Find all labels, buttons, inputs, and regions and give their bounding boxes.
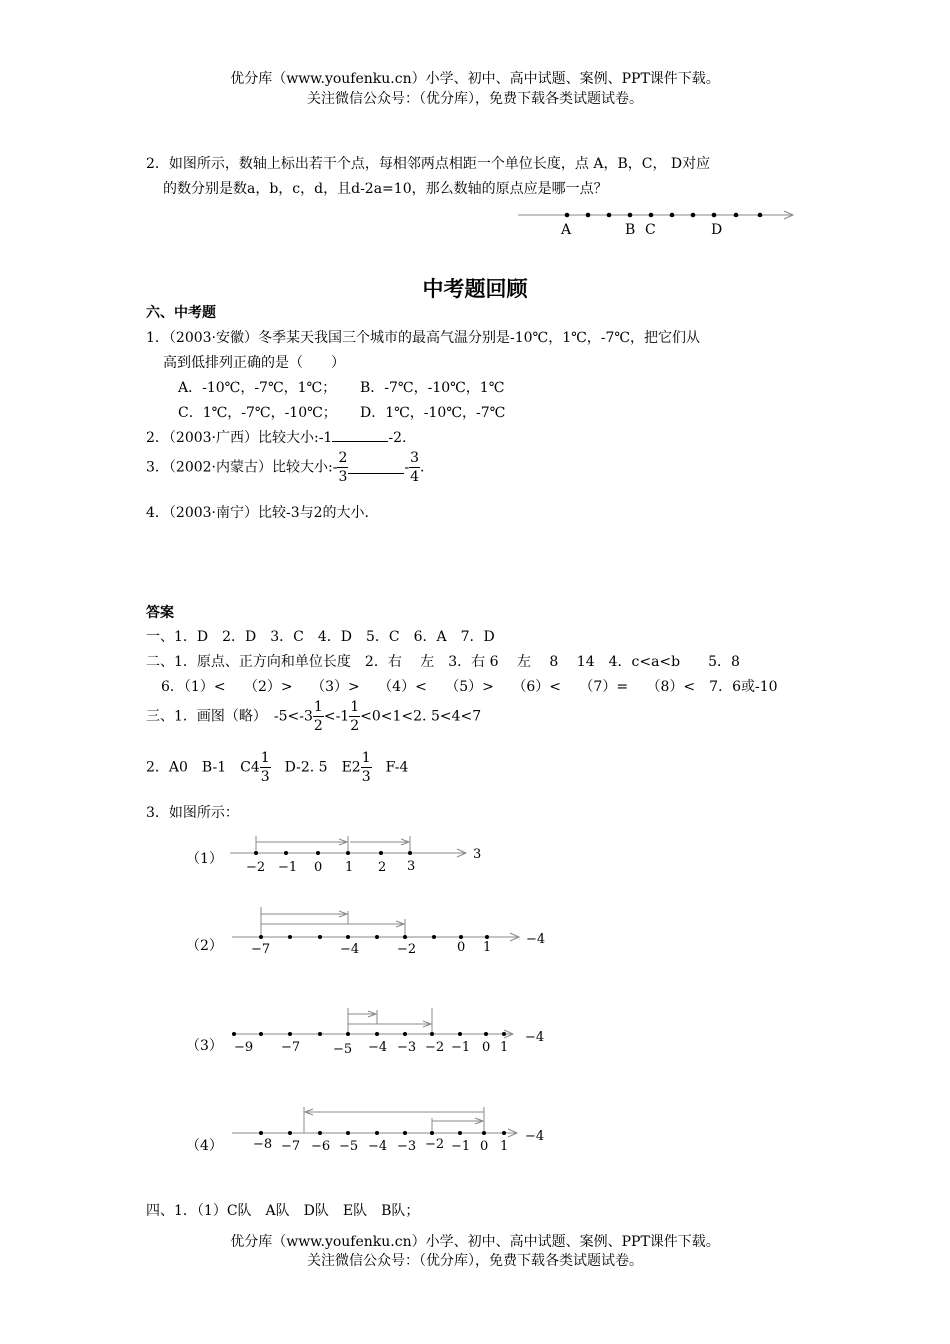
q1-line-1: 1．（2003·安徽）冬季某天我国三个城市的最高气温分别是-10℃，1℃，-7℃，把它们从 bbox=[146, 330, 701, 346]
q3-mid: - bbox=[404, 459, 410, 476]
svg-text:−3: −3 bbox=[397, 1139, 417, 1154]
svg-text:−4: −4 bbox=[526, 932, 546, 947]
svg-text:（2）: （2） bbox=[186, 938, 223, 954]
answer-fraction-2: $\frac{1}{2}$ bbox=[350, 699, 360, 734]
svg-text:−4: −4 bbox=[368, 1040, 388, 1055]
svg-text:−2: −2 bbox=[425, 1040, 445, 1055]
svg-text:−8: −8 bbox=[253, 1137, 273, 1152]
point-label-d: D bbox=[711, 222, 723, 238]
answers-line-4: 三、1．画图（略） -5<-3 $\frac{1}{2}$ <-1 $\frac{1}{2}$ <0<1<2. 5<4<7 bbox=[146, 699, 482, 734]
footer-line-2: 关注微信公众号：（优分库），免费下载各类试题试卷。 bbox=[307, 1253, 643, 1269]
svg-text:−4: −4 bbox=[368, 1139, 388, 1154]
svg-text:3: 3 bbox=[407, 859, 416, 874]
q3-fraction-1: $\frac{2}{3}$ bbox=[338, 450, 348, 485]
q3-pre: 3．（2002·内蒙古）比较大小:- bbox=[146, 459, 338, 476]
svg-text:1: 1 bbox=[483, 940, 492, 955]
svg-text:−1: −1 bbox=[278, 860, 298, 875]
svg-text:0: 0 bbox=[457, 940, 466, 955]
q1-option-d: D．1℃，-10℃，-7℃ bbox=[360, 405, 506, 421]
q1-line-2: 高到低排列正确的是（ ） bbox=[163, 355, 345, 371]
answer-fraction-1: $\frac{1}{2}$ bbox=[313, 699, 323, 734]
svg-text:−7: −7 bbox=[281, 1040, 301, 1055]
point-label-a: A bbox=[561, 222, 572, 238]
svg-text:−6: −6 bbox=[311, 1139, 331, 1154]
svg-text:−5: −5 bbox=[339, 1139, 359, 1154]
svg-text:−7: −7 bbox=[281, 1139, 301, 1154]
svg-text:（4）: （4） bbox=[186, 1138, 223, 1154]
problem2-line-1: 2．如图所示，数轴上标出若干个点，每相邻两点相距一个单位长度，点 A，B，C， D对应 bbox=[146, 156, 711, 172]
svg-text:−4: −4 bbox=[525, 1129, 545, 1144]
svg-text:−5: −5 bbox=[333, 1042, 353, 1057]
q1-option-a: A．-10℃，-7℃，1℃； bbox=[178, 380, 337, 396]
svg-text:−4: −4 bbox=[340, 942, 360, 957]
answers-line-5: 2．A0 B-1 C4 $\frac{1}{3}$ D-2. 5 E2 $\frac{1}{3}$ F-4 bbox=[146, 750, 409, 785]
svg-text:−3: −3 bbox=[397, 1040, 417, 1055]
q1-option-b: B．-7℃，-10℃，1℃ bbox=[360, 380, 505, 396]
answers-line-1: 一、1．D 2．D 3．C 4．D 5．C 6．A 7．D bbox=[146, 629, 495, 645]
number-line-1 bbox=[186, 836, 481, 875]
answers-line-last: 四、1．（1）C队 A队 D队 E队 B队； bbox=[146, 1203, 420, 1219]
svg-text:（1）: （1） bbox=[186, 851, 223, 867]
svg-text:1: 1 bbox=[345, 860, 354, 875]
svg-text:−2: −2 bbox=[425, 1137, 445, 1152]
svg-text:−2: −2 bbox=[397, 942, 417, 957]
svg-text:−4: −4 bbox=[525, 1030, 545, 1045]
svg-text:−1: −1 bbox=[451, 1139, 471, 1154]
svg-text:−1: −1 bbox=[451, 1040, 471, 1055]
section-six-heading: 六、中考题 bbox=[146, 305, 216, 321]
q2-pre: 2．（2003·广西）比较大小:-1 bbox=[146, 430, 333, 446]
point-label-c: C bbox=[645, 222, 656, 238]
answers-line-6: 3．如图所示： bbox=[146, 805, 239, 821]
footer-line-1: 优分库（www.youfenku.cn）小学、初中、高中试题、案例、PPT课件下载。 bbox=[230, 1234, 720, 1250]
section-title: 中考题回顾 bbox=[422, 276, 528, 301]
number-line-2 bbox=[186, 907, 545, 957]
svg-text:−2: −2 bbox=[246, 860, 266, 875]
answers-heading: 答案 bbox=[146, 605, 174, 621]
svg-text:−9: −9 bbox=[234, 1040, 254, 1055]
header-line-2: 关注微信公众号：（优分库），免费下载各类试题试卷。 bbox=[307, 91, 643, 107]
answers-line-2: 二、1．原点、正方向和单位长度 2．右 左 3．右 6 左 8 14 4．c<a<b 5．8 bbox=[146, 654, 740, 670]
svg-text:−7: −7 bbox=[251, 942, 271, 957]
problem2-line-2: 的数分别是数a，b，c，d，且d-2a=10，那么数轴的原点应是哪一点？ bbox=[163, 181, 608, 197]
answer-fraction-3: $\frac{1}{3}$ bbox=[260, 750, 270, 785]
q3-fraction-2: $\frac{3}{4}$ bbox=[410, 450, 420, 485]
svg-text:（3）: （3） bbox=[186, 1038, 223, 1054]
answer-fraction-4: $\frac{1}{3}$ bbox=[361, 750, 371, 785]
svg-text:3: 3 bbox=[473, 847, 482, 862]
number-line-3 bbox=[186, 1008, 544, 1057]
header-line-1: 优分库（www.youfenku.cn）小学、初中、高中试题、案例、PPT课件下载。 bbox=[230, 71, 720, 87]
q2-post: -2. bbox=[388, 430, 407, 446]
answers-line-3: 6．（1）< （2）> （3）> （4）< （5）> （6）< （7）= （8）< 7．6或-10 bbox=[161, 679, 778, 695]
svg-text:1: 1 bbox=[500, 1040, 509, 1055]
q4-line: 4．（2003·南宁）比较-3与2的大小. bbox=[146, 505, 369, 521]
point-label-b: B bbox=[625, 222, 636, 238]
svg-text:0: 0 bbox=[314, 860, 323, 875]
q3-post: . bbox=[420, 459, 425, 476]
number-line-4 bbox=[186, 1107, 544, 1154]
q1-option-c: C．1℃，-7℃，-10℃； bbox=[178, 405, 337, 421]
svg-text:1: 1 bbox=[500, 1139, 509, 1154]
svg-text:0: 0 bbox=[482, 1040, 491, 1055]
svg-text:2: 2 bbox=[378, 860, 387, 875]
svg-text:0: 0 bbox=[480, 1139, 489, 1154]
